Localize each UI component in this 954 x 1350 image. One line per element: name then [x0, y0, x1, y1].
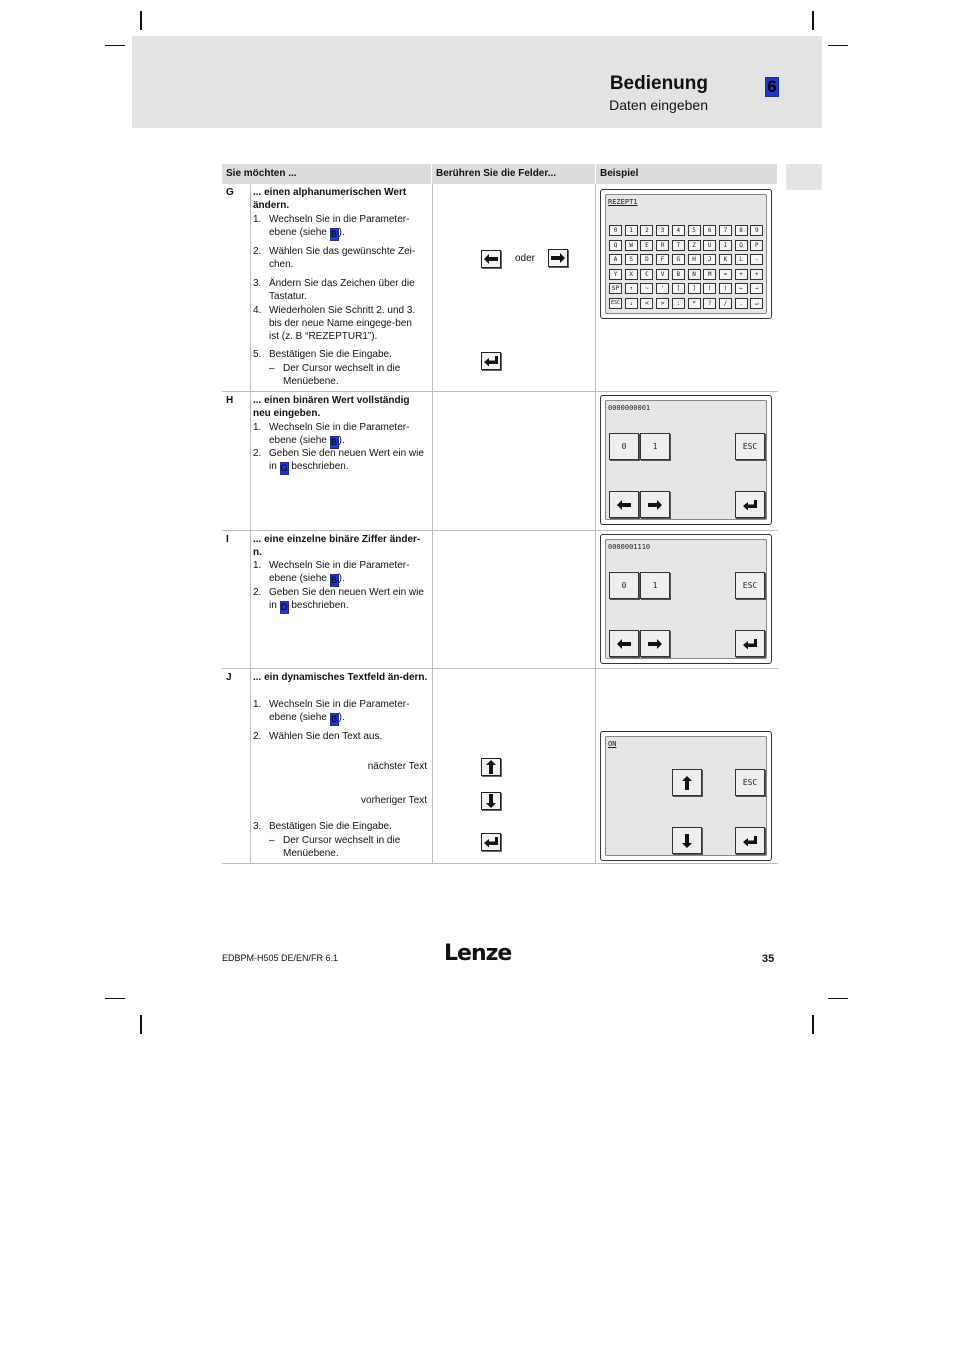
keyboard-key[interactable]: I	[719, 240, 732, 251]
enter-key[interactable]	[735, 827, 765, 854]
row-j-step3: Bestätigen Sie die Eingabe.	[269, 821, 392, 832]
crop-mark	[105, 45, 125, 46]
brand-logo: Lenze	[444, 941, 512, 966]
step-number: 2.	[253, 448, 262, 459]
keyboard-key[interactable]: +	[735, 269, 748, 280]
keyboard-key[interactable]: F	[656, 254, 669, 265]
arrow-up-icon	[682, 776, 692, 790]
keyboard-key[interactable]: >	[656, 298, 669, 309]
keyboard-key[interactable]: P	[750, 240, 763, 251]
enter-icon	[743, 639, 757, 649]
crop-mark	[140, 1015, 142, 1034]
enter-icon	[484, 837, 498, 847]
step-number: 1.	[253, 560, 262, 571]
next-text-button[interactable]	[481, 758, 501, 776]
keyboard-key[interactable]: G	[672, 254, 685, 265]
row-g-step3: Ändern Sie das Zeichen über die Tastatur.	[269, 278, 415, 302]
keyboard-key[interactable]: 7	[719, 225, 732, 236]
row-h-heading: ... einen binären Wert vollständig neu eingeben.	[253, 395, 410, 419]
row-j-step2: Wählen Sie den Text aus.	[269, 731, 383, 742]
row-g-step5-sub: Der Cursor wechselt in die Menüebene.	[283, 363, 401, 387]
header-band	[132, 36, 822, 128]
keyboard-key[interactable]: SP	[609, 283, 622, 294]
step-number: 2.	[253, 731, 262, 742]
keyboard-key[interactable]: X	[625, 269, 638, 280]
arrow-right-icon	[551, 253, 565, 263]
previous-text-button[interactable]	[481, 792, 501, 810]
dash: –	[269, 835, 275, 846]
page-number: 35	[762, 953, 775, 965]
keyboard-key[interactable]: 5	[688, 225, 701, 236]
keyboard-key[interactable]: 4	[672, 225, 685, 236]
keyboard-key[interactable]: V	[656, 269, 669, 280]
reference-g[interactable]: G	[280, 463, 288, 473]
example-panel-binary-digit	[600, 534, 772, 664]
example-panel-text-field	[600, 731, 772, 861]
keyboard-key[interactable]: *	[688, 298, 701, 309]
esc-key[interactable]: ESC	[735, 572, 765, 599]
chapter-title: Bedienung	[609, 73, 708, 94]
row-letter-j: J	[226, 672, 232, 683]
esc-key[interactable]: ESC	[735, 769, 765, 796]
row-i-step2: Geben Sie den neuen Wert ein wie in D beschrieben.	[269, 587, 424, 612]
column-divider	[432, 184, 433, 863]
enter-button[interactable]	[481, 833, 501, 851]
reference-b[interactable]: B	[331, 437, 338, 447]
keyboard-key[interactable]: -	[750, 254, 763, 265]
panel-screen	[605, 539, 767, 659]
cursor-left-key[interactable]	[609, 491, 639, 518]
row-j-step1: Wechseln Sie in die Parameter-ebene (siehe B ).	[269, 699, 410, 724]
dash: –	[269, 363, 275, 374]
footer-document-id: EDBPM-H505 DE/EN/FR 6.1	[222, 953, 339, 963]
keyboard-key[interactable]: D	[640, 254, 653, 265]
enter-key[interactable]	[735, 630, 765, 657]
display-value: 0000000001	[608, 404, 651, 412]
digit-1-key[interactable]: 1	[640, 572, 670, 599]
row-g-step5: Bestätigen Sie die Eingabe.	[269, 349, 392, 360]
row-h-step2: Geben Sie den neuen Wert ein wie in G beschrieben.	[269, 448, 424, 473]
digit-1-key[interactable]: 1	[640, 433, 670, 460]
arrow-right-icon	[648, 500, 662, 510]
up-key[interactable]	[672, 769, 702, 796]
keyboard-key[interactable]: [	[672, 283, 685, 294]
step-number: 3.	[253, 278, 262, 289]
crop-mark	[828, 45, 848, 46]
previous-text-label: vorheriger Text	[361, 795, 427, 806]
display-value: 0000001110	[608, 543, 651, 551]
keyboard-key[interactable]: 3	[656, 225, 669, 236]
keyboard-key[interactable]: :	[672, 298, 685, 309]
reference-b[interactable]: B	[331, 229, 338, 239]
next-text-label: nächster Text	[367, 761, 427, 772]
row-j-step3-sub: Der Cursor wechselt in die Menüebene.	[283, 835, 401, 859]
keyboard-key[interactable]: 1	[625, 225, 638, 236]
arrow-down-icon	[486, 794, 496, 808]
panel-screen	[605, 400, 767, 520]
keyboard-key[interactable]: <	[640, 298, 653, 309]
keyboard-key[interactable]: 0	[609, 225, 622, 236]
reference-d[interactable]: D	[280, 602, 288, 612]
enter-icon	[484, 356, 498, 366]
crop-mark	[812, 11, 814, 30]
cursor-right-key[interactable]	[640, 491, 670, 518]
step-number: 1.	[253, 699, 262, 710]
esc-key[interactable]: ESC	[735, 433, 765, 460]
cursor-left-button[interactable]	[481, 250, 501, 268]
keyboard-key[interactable]: Y	[609, 269, 622, 280]
keyboard-key[interactable]: A	[609, 254, 622, 265]
cursor-right-button[interactable]	[548, 249, 568, 267]
row-divider	[222, 668, 778, 669]
keyboard-key[interactable]: ~	[640, 283, 653, 294]
digit-0-key[interactable]: 0	[609, 572, 639, 599]
keyboard-key[interactable]: 9	[750, 225, 763, 236]
keyboard-key[interactable]: K	[719, 254, 732, 265]
keyboard-key[interactable]: ↵	[750, 298, 763, 309]
keyboard-key[interactable]: B	[672, 269, 685, 280]
row-g-heading: ... einen alphanumerischen Wert ändern.	[253, 187, 407, 211]
row-h-step1: Wechseln Sie in die Parameter-ebene (siehe B ).	[269, 422, 410, 447]
row-g-step4: Wiederholen Sie Schritt 2. und 3. bis der neue Name eingege-ben ist (z. B “REZEPTUR1”).	[269, 305, 416, 342]
keyboard-key[interactable]: )	[719, 283, 732, 294]
crop-mark	[828, 998, 848, 999]
row-letter-i: I	[226, 534, 229, 545]
step-number: 4.	[253, 305, 262, 316]
panel-screen	[605, 194, 767, 314]
cursor-right-key[interactable]	[640, 630, 670, 657]
enter-button[interactable]	[481, 352, 501, 370]
or-label: oder	[515, 253, 536, 264]
chapter-subtitle: Daten eingeben	[609, 97, 708, 113]
column-header-task: Sie möchten ...	[222, 164, 431, 184]
keyboard-key[interactable]: ?	[703, 298, 716, 309]
column-header-fields: Berühren Sie die Felder...	[432, 164, 595, 184]
keyboard-key[interactable]: W	[625, 240, 638, 251]
arrow-left-icon	[617, 500, 631, 510]
row-divider	[222, 530, 778, 531]
keyboard-key[interactable]: ↓	[625, 298, 638, 309]
step-number: 2.	[253, 246, 262, 257]
step-number: 5.	[253, 349, 262, 360]
reference-b[interactable]: B	[331, 714, 338, 724]
keyboard-key[interactable]: =	[719, 269, 732, 280]
keyboard-key[interactable]: Z	[688, 240, 701, 251]
row-divider	[222, 391, 778, 392]
keyboard-key[interactable]: Q	[609, 240, 622, 251]
step-number: 1.	[253, 214, 262, 225]
row-divider	[222, 863, 778, 864]
keyboard-key[interactable]: .	[735, 298, 748, 309]
row-g-step1: Wechseln Sie in die Parameter-ebene (siehe B ).	[269, 214, 410, 239]
keyboard-key[interactable]: 8	[735, 225, 748, 236]
keyboard-key[interactable]: ]	[688, 283, 701, 294]
arrow-left-icon	[617, 639, 631, 649]
row-letter-h: H	[226, 395, 234, 406]
step-number: 1.	[253, 422, 262, 433]
side-tab	[786, 164, 822, 190]
example-panel-binary-full	[600, 395, 772, 525]
step-number: 2.	[253, 587, 262, 598]
column-header-example: Beispiel	[596, 164, 777, 184]
enter-icon	[743, 500, 757, 510]
keyboard-key[interactable]: ESC	[609, 298, 622, 309]
row-g-step2: Wählen Sie das gewünschte Zei-chen.	[269, 246, 416, 270]
row-i-step1: Wechseln Sie in die Parameter-ebene (siehe B ).	[269, 560, 410, 585]
column-divider	[595, 184, 596, 863]
crop-mark	[140, 11, 142, 30]
keyboard-key[interactable]: T	[672, 240, 685, 251]
keyboard-key[interactable]: 6	[703, 225, 716, 236]
keyboard-key[interactable]: ↑	[625, 283, 638, 294]
keyboard-key[interactable]: J	[703, 254, 716, 265]
display-value: ON	[608, 740, 617, 748]
example-panel-keyboard	[600, 189, 772, 319]
chapter-number[interactable]: 6	[765, 77, 779, 97]
keyboard-key[interactable]: O	[735, 240, 748, 251]
arrow-down-icon	[682, 834, 692, 848]
keyboard-key[interactable]: S	[625, 254, 638, 265]
row-i-heading: ... eine einzelne binäre Ziffer änder-n.	[253, 534, 421, 558]
enter-key[interactable]	[735, 491, 765, 518]
keyboard-key[interactable]: E	[640, 240, 653, 251]
cursor-left-key[interactable]	[609, 630, 639, 657]
keyboard-key[interactable]: ←	[735, 283, 748, 294]
keyboard-key[interactable]: '	[656, 283, 669, 294]
step-number: 3.	[253, 821, 262, 832]
panel-screen	[605, 736, 767, 856]
keyboard-key[interactable]: R	[656, 240, 669, 251]
keyboard-key[interactable]: +	[750, 269, 763, 280]
enter-icon	[743, 836, 757, 846]
display-value: REZEPT1	[608, 198, 638, 206]
keyboard-key[interactable]: U	[703, 240, 716, 251]
keyboard-key[interactable]: →	[750, 283, 763, 294]
keyboard-key[interactable]: L	[735, 254, 748, 265]
crop-mark	[812, 1015, 814, 1034]
keyboard-key[interactable]: C	[640, 269, 653, 280]
keyboard-key[interactable]: /	[719, 298, 732, 309]
digit-0-key[interactable]: 0	[609, 433, 639, 460]
arrow-up-icon	[486, 760, 496, 774]
down-key[interactable]	[672, 827, 702, 854]
keyboard-key[interactable]: 2	[640, 225, 653, 236]
crop-mark	[105, 998, 125, 999]
keyboard-key[interactable]: N	[688, 269, 701, 280]
arrow-left-icon	[484, 254, 498, 264]
keyboard-key[interactable]: (	[703, 283, 716, 294]
keyboard-key[interactable]: H	[688, 254, 701, 265]
reference-b[interactable]: B	[331, 575, 338, 585]
row-letter-g: G	[226, 187, 234, 198]
arrow-right-icon	[648, 639, 662, 649]
column-divider	[250, 184, 251, 863]
keyboard-key[interactable]: M	[703, 269, 716, 280]
row-j-heading: ... ein dynamisches Textfeld än-dern.	[253, 672, 428, 683]
